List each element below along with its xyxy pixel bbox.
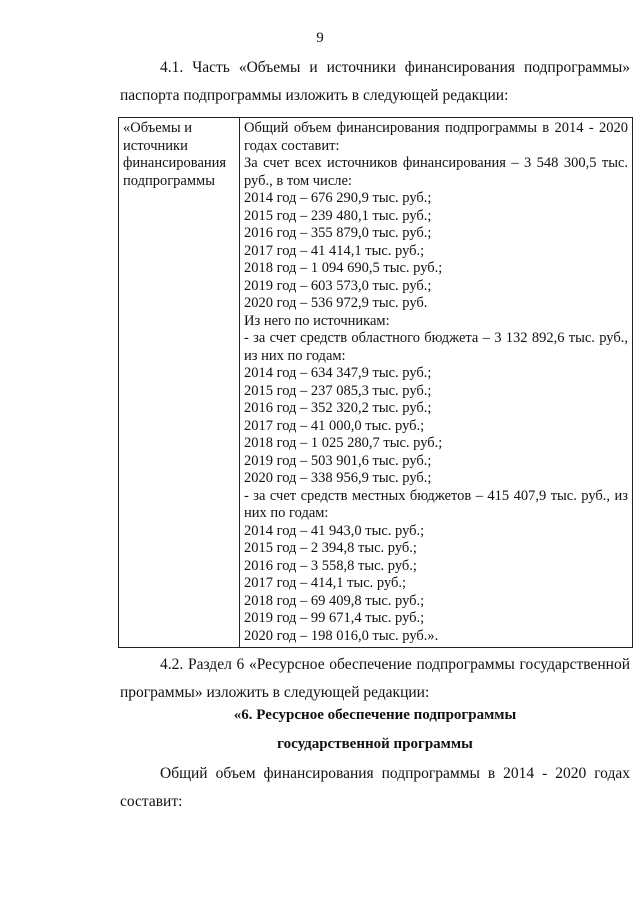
funding-lines (244, 120, 628, 645)
funding-line: 2015 год – 2 394,8 тыс. руб.; (244, 540, 417, 556)
funding-line: 2016 год – 3 558,8 тыс. руб.; (244, 557, 417, 574)
paragraph-4-1 (120, 54, 630, 110)
table-row (119, 118, 633, 648)
section-heading-line2: государственной программы (277, 736, 473, 752)
table-cell-content (240, 118, 633, 648)
funding-line: За счет всех источников финансирования – 3 548 300,5 тыс. руб., в том числе: (244, 155, 628, 189)
funding-line: 2019 год – 99 671,4 тыс. руб.; (244, 610, 425, 626)
funding-line: 2014 год – 634 347,9 тыс. руб.; (244, 365, 432, 381)
funding-line: 2015 год – 237 085,3 тыс. руб.; (244, 382, 432, 399)
funding-line: 2015 год – 239 480,1 тыс. руб.; (244, 207, 432, 224)
paragraph-total-funding: Общий объем финансирования подпрограммы в 2014 - 2020 годах составит: (120, 765, 630, 810)
page-number: 9 (316, 30, 324, 46)
funding-line: 2014 год – 676 290,9 тыс. руб.; (244, 190, 432, 206)
funding-line: Из него по источникам: (244, 312, 390, 329)
funding-line: 2014 год – 41 943,0 тыс. руб.; (244, 522, 425, 539)
funding-line: - за счет средств областного бюджета – 3 132 892,6 тыс. руб., из них по годам: (244, 330, 628, 364)
funding-line: 2018 год – 1 094 690,5 тыс. руб.; (244, 260, 443, 276)
funding-line: 2017 год – 414,1 тыс. руб.; (244, 575, 407, 591)
funding-line: 2018 год – 1 025 280,7 тыс. руб.; (244, 435, 443, 451)
funding-line: 2020 год – 536 972,9 тыс. руб. (244, 295, 428, 311)
section-heading-line1: «6. Ресурсное обеспечение подпрограммы (233, 707, 517, 723)
funding-line: 2018 год – 69 409,8 тыс. руб.; (244, 592, 425, 609)
funding-line: 2019 год – 603 573,0 тыс. руб.; (244, 277, 432, 294)
paragraph-4-1-line2: паспорта подпрограммы изложить в следующей редакции: (120, 87, 509, 104)
funding-line: 2017 год – 41 000,0 тыс. руб.; (244, 417, 425, 434)
paragraph-4-1-line1: 4.1. Часть «Объемы и источники финансирования подпрограммы» (160, 59, 630, 76)
funding-line: 2019 год – 503 901,6 тыс. руб.; (244, 452, 432, 469)
paragraph-4-2: 4.2. Раздел 6 «Ресурсное обеспечение подпрограммы государственной программы» изложить в следующей редакции: (120, 656, 630, 701)
passport-table (118, 117, 633, 648)
table-cell-label: «Объемы и источники финансирования подпрограммы (119, 118, 240, 648)
funding-line: 2017 год – 41 414,1 тыс. руб.; (244, 242, 425, 259)
funding-line: 2016 год – 355 879,0 тыс. руб.; (244, 225, 432, 241)
funding-line: Общий объем финансирования подпрограммы в 2014 - 2020 годах составит: (244, 120, 628, 154)
funding-line: - за счет средств местных бюджетов – 415 407,9 тыс. руб., из них по годам: (244, 487, 628, 521)
funding-line: 2020 год – 338 956,9 тыс. руб.; (244, 470, 432, 486)
funding-line: 2020 год – 198 016,0 тыс. руб.». (244, 627, 439, 644)
funding-line: 2016 год – 352 320,2 тыс. руб.; (244, 400, 432, 416)
